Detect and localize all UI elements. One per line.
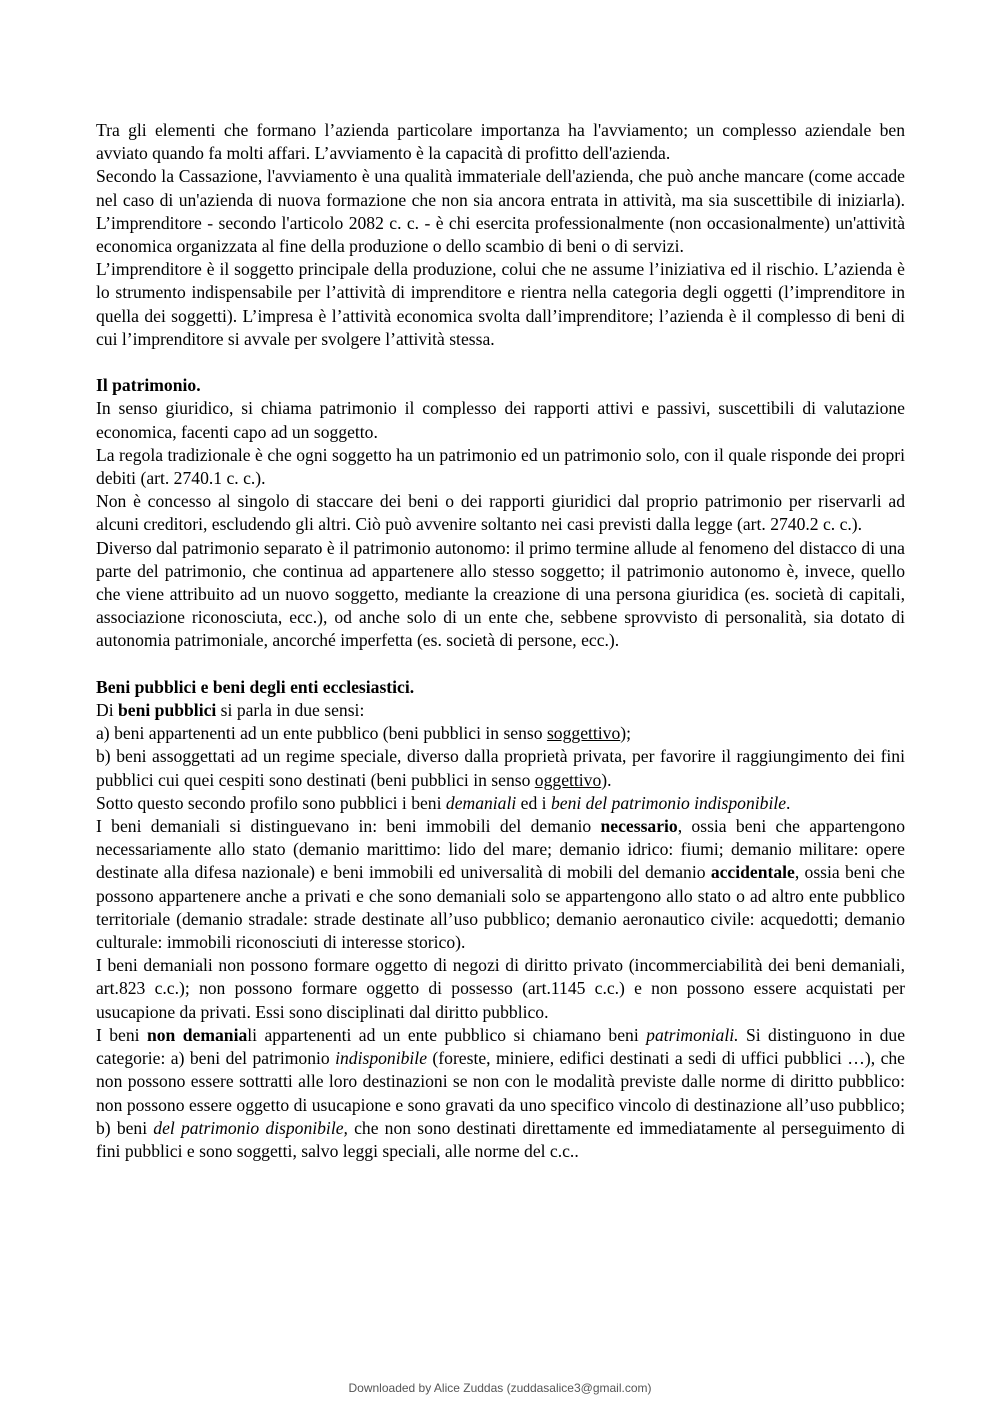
paragraph-patrimonio-autonomo: Diverso dal patrimonio separato è il patrimonio autonomo: il primo termine allude al fenomeno del distacco di una parte del patrimonio, che continua ad appartenere allo stesso soggetto; il patrimonio autonomo è, invece, quello che viene attribuito ad un nuovo soggetto, mediante la creazione di una persona giuridica (es. società di capitali, associazione riconosciuta, ecc.), od anche solo di un ente che, sebbene sprovvisto di personalità, sia dotato di autonomia patrimoniale, ancorché imperfetta (es. società di persone, ecc.). [96,537,905,651]
paragraph-patrimonio-regola: La regola tradizionale è che ogni soggetto ha un patrimonio ed un patrimonio solo, con il quale risponde dei propri debiti (art. 2740.1 c. c.). [96,444,905,489]
paragraph-cassazione: Secondo la Cassazione, l'avviamento è una qualità immateriale dell'azienda, che può anche mancare (come accade nel caso di un'azienda di nuova formazione che non sia ancora entrata in attività, ma sia suscettibile di iniziarla). L’imprenditore - secondo l'articolo 2082 c. c. - è chi esercita professionalmente (non occasionalmente) un'attività economica organizzata al fine della produzione o dello scambio di beni o di servizi. [96,166,905,257]
paragraph-beni-demaniali-regime: I beni demaniali non possono formare oggetto di negozi di diritto privato (incommerciabilità dei beni demaniali, art.823 c.c.); non possono formare oggetto di possesso (art.1145 c.c.) e non possono essere acquistati per usucapione da privati. Essi sono disciplinati dal diritto pubblico. [96,955,905,1022]
paragraph-imprenditore: L’imprenditore è il soggetto principale della produzione, colui che ne assume l’iniziativa ed il rischio. L’azienda è lo strumento indispensabile per l’attività di imprenditore e rientra nella categoria degli oggetti (l’imprenditore in quella dei soggetti). L’impresa è l’attività economica svolta dall’imprenditore; l’azienda è il complesso di beni di cui l’imprenditore si avvale per svolgere l’attività stessa. [96,259,905,349]
spacer [96,351,905,374]
paragraph-beni-patrimoniali: I beni non demaniali appartenenti ad un ente pubblico si chiamano beni patrimoniali. Si distinguono in due categorie: a) beni del patrimonio indisponibile (foreste, miniere, edifici destinati a sedi di uffici pubblici …), che non possono essere sottratti alle loro destinazioni se non con le modalità previste dalle norme di diritto pubblico: non possono essere oggetto di usucapione e sono gravati da uno specifico vincolo di destinazione all’uso pubblico; b) beni del patrimonio disponibile, che non sono destinati direttamente ed immediatamente al perseguimento di fini pubblici e sono soggetti, salvo leggi speciali, alle norme del c.c.. [96,1024,906,1161]
paragraph-beni-pubblici-intro: Di beni pubblici si parla in due sensi: [96,700,365,721]
paragraph-avviamento: Tra gli elementi che formano l’azienda particolare importanza ha l'avviamento; un complesso aziendale ben avviato quando fa molti affari. L’avviamento è la capacità di profitto dell'azienda. [96,120,905,164]
document-body [96,119,905,1163]
heading-beni-pubblici: Beni pubblici e beni degli enti ecclesiastici. [96,676,415,697]
heading-patrimonio: Il patrimonio. [96,375,201,396]
spacer [96,653,905,676]
paragraph-patrimonio-divieto: Non è concesso al singolo di staccare dei beni o dei rapporti giuridici dal proprio patrimonio per riservarli ad alcuni creditori, escludendo gli altri. Ciò può avvenire soltanto nei casi previsti dalla legge (art. 2740.2 c. c.). [96,491,905,535]
paragraph-beni-senso-a: a) beni appartenenti ad un ente pubblico (beni pubblici in senso soggettivo); [96,723,632,744]
paragraph-beni-demaniali: I beni demaniali si distinguevano in: beni immobili del demanio necessario, ossia beni che appartengono necessariamente allo stato (demanio marittimo: lido del mare; demanio idrico: fiumi; demanio militare: opere destinate alla difesa nazionale) e beni immobili ed universalità di mobili del demanio accidentale, ossia beni che possono appartenere anche a privati e che sono demaniali solo se appartengono allo stato o ad altro ente pubblico territoriale (demanio stradale: strade destinate all’uso pubblico; demanio aeronautico civile: acquedotti; demanio culturale: immobili riconosciuti di interesse storico). [96,816,905,953]
download-footer: Downloaded by Alice Zuddas (zuddasalice3@gmail.com) [348,1381,652,1395]
paragraph-beni-profilo: Sotto questo secondo profilo sono pubblici i beni demaniali ed i beni del patrimonio indisponibile. [96,792,791,813]
paragraph-beni-senso-b: b) beni assoggettati ad un regime speciale, diverso dalla proprietà privata, per favorire il raggiungimento dei fini pubblici cui quei cespiti sono destinati (beni pubblici in senso oggettivo). [96,746,905,790]
paragraph-patrimonio-definizione: In senso giuridico, si chiama patrimonio il complesso dei rapporti attivi e passivi, suscettibili di valutazione economica, facenti capo ad un soggetto. [96,398,905,442]
